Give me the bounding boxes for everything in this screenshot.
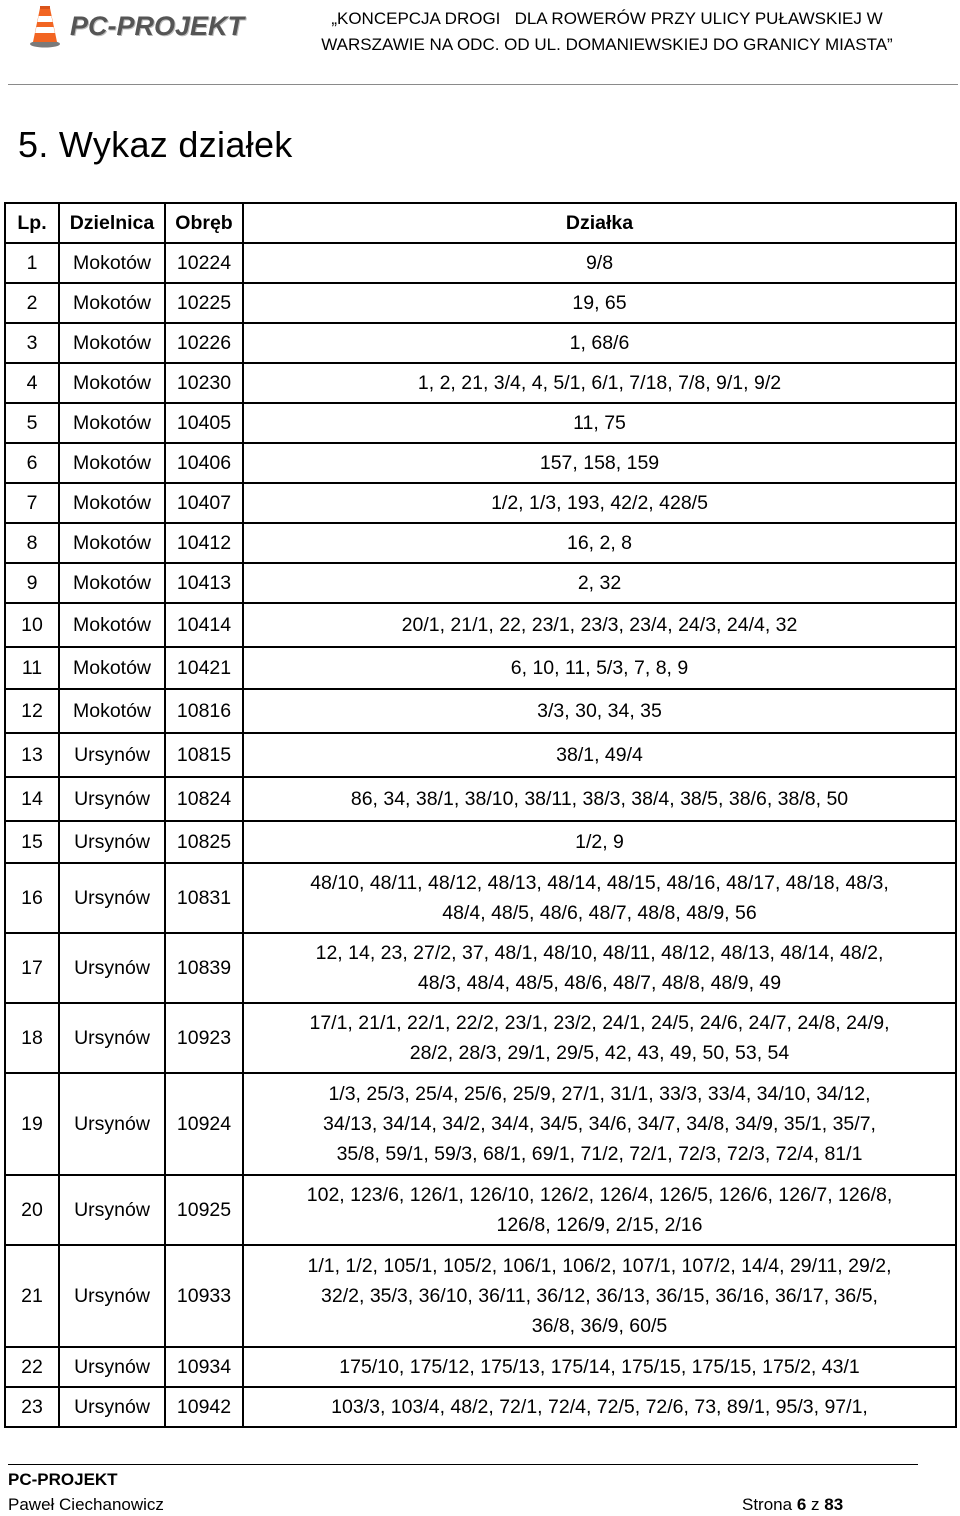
plot-list-line: 2, 32: [577, 572, 622, 594]
table-row: [5, 1175, 956, 1245]
table-row: [5, 403, 956, 443]
plot-list-line: 48/3, 48/4, 48/5, 48/6, 48/7, 48/8, 48/9, 49: [417, 972, 782, 994]
cell-lp: 21: [5, 1245, 59, 1347]
cell-district: Mokotów: [59, 323, 165, 363]
table-row: [5, 363, 956, 403]
cell-plots: [243, 1003, 956, 1073]
cell-district: Mokotów: [59, 603, 165, 647]
plot-list-line: 102, 123/6, 126/1, 126/10, 126/2, 126/4, 126/5, 126/6, 126/7, 126/8,: [306, 1184, 893, 1206]
cell-plots: [243, 403, 956, 443]
plot-list-line: 35/8, 59/1, 59/3, 68/1, 69/1, 71/2, 72/1, 72/3, 72/3, 72/4, 81/1: [336, 1143, 863, 1165]
cell-plots: [243, 1387, 956, 1427]
cell-plots: [243, 647, 956, 689]
cell-district: Ursynów: [59, 1175, 165, 1245]
cell-district: Mokotów: [59, 363, 165, 403]
cell-lp: 11: [5, 647, 59, 689]
cell-lp: 9: [5, 563, 59, 603]
table-row: [5, 243, 956, 283]
cell-lp: 1: [5, 243, 59, 283]
cell-precinct: 10421: [165, 647, 243, 689]
cell-district: Mokotów: [59, 523, 165, 563]
cell-precinct: 10934: [165, 1347, 243, 1387]
table-row: [5, 863, 956, 933]
table-row: [5, 1003, 956, 1073]
table-row: [5, 1347, 956, 1387]
document-title: [262, 6, 952, 58]
section-title: 5. Wykaz działek: [18, 124, 293, 165]
cell-plots: [243, 1175, 956, 1245]
plot-list-line: 157, 158, 159: [539, 452, 660, 474]
cell-precinct: 10224: [165, 243, 243, 283]
cell-lp: 23: [5, 1387, 59, 1427]
table-row: [5, 603, 956, 647]
cell-plots: [243, 363, 956, 403]
table-row: [5, 733, 956, 777]
plot-list-line: 38/1, 49/4: [556, 744, 643, 766]
cell-precinct: 10226: [165, 323, 243, 363]
cell-lp: 17: [5, 933, 59, 1003]
table-row: [5, 523, 956, 563]
column-header-district: Dzielnica: [59, 203, 165, 243]
table-row: [5, 647, 956, 689]
company-logo: [28, 4, 244, 48]
plot-list-line: 48/10, 48/11, 48/12, 48/13, 48/14, 48/15, 48/16, 48/17, 48/18, 48/3,: [310, 872, 889, 894]
cell-precinct: 10933: [165, 1245, 243, 1347]
cell-lp: 18: [5, 1003, 59, 1073]
plot-list-line: 1/1, 1/2, 105/1, 105/2, 106/1, 106/2, 107/1, 107/2, 14/4, 29/11, 29/2,: [307, 1255, 892, 1277]
cell-district: Mokotów: [59, 563, 165, 603]
column-header-plot: Działka: [243, 203, 956, 243]
table-header-row: [5, 203, 956, 243]
cell-precinct: 10230: [165, 363, 243, 403]
footer-company: PC-PROJEKT: [8, 1470, 118, 1489]
plot-list-line: 9/8: [585, 252, 614, 274]
cell-lp: 13: [5, 733, 59, 777]
cell-lp: 8: [5, 523, 59, 563]
document-title-line: „KONCEPCJA DROGI DLA ROWERÓW PRZY ULICY PUŁAWSKIEJ W: [331, 9, 883, 28]
page-header: [0, 0, 960, 86]
cell-precinct: 10413: [165, 563, 243, 603]
plot-list-line: 1, 2, 21, 3/4, 4, 5/1, 6/1, 7/18, 7/8, 9/1, 9/2: [417, 372, 782, 394]
cell-precinct: 10924: [165, 1073, 243, 1175]
cell-district: Mokotów: [59, 443, 165, 483]
cell-plots: [243, 523, 956, 563]
cell-district: Ursynów: [59, 863, 165, 933]
plot-list-line: 11, 75: [573, 412, 626, 434]
cell-plots: [243, 777, 956, 821]
cell-precinct: 10825: [165, 821, 243, 863]
table-row: [5, 283, 956, 323]
cell-plots: [243, 443, 956, 483]
plot-list-line: 175/10, 175/12, 175/13, 175/14, 175/15, 175/15, 175/2, 43/1: [339, 1356, 860, 1378]
plot-list-line: 32/2, 35/3, 36/10, 36/11, 36/12, 36/13, 36/15, 36/16, 36/17, 36/5,: [321, 1285, 878, 1307]
plot-list-line: 12, 14, 23, 27/2, 37, 48/1, 48/10, 48/11, 48/12, 48/13, 48/14, 48/2,: [315, 942, 884, 964]
plot-list-line: 126/8, 126/9, 2/15, 2/16: [496, 1214, 703, 1236]
page-total: 83: [824, 1495, 844, 1514]
cell-plots: [243, 283, 956, 323]
cell-plots: [243, 243, 956, 283]
table-row: [5, 323, 956, 363]
cell-precinct: 10407: [165, 483, 243, 523]
cell-plots: [243, 933, 956, 1003]
plot-list-line: 103/3, 103/4, 48/2, 72/1, 72/4, 72/5, 72/6, 73, 89/1, 95/3, 97/1,: [331, 1396, 868, 1418]
cell-lp: 10: [5, 603, 59, 647]
cell-plots: [243, 1245, 956, 1347]
cell-lp: 6: [5, 443, 59, 483]
plot-list-line: 20/1, 21/1, 22, 23/1, 23/3, 23/4, 24/3, 24/4, 32: [401, 614, 798, 636]
column-header-precinct: Obręb: [165, 203, 243, 243]
column-header-lp: Lp.: [5, 203, 59, 243]
table-row: [5, 821, 956, 863]
cell-precinct: 10406: [165, 443, 243, 483]
cell-lp: 2: [5, 283, 59, 323]
cell-lp: 15: [5, 821, 59, 863]
cell-district: Ursynów: [59, 733, 165, 777]
cell-district: Mokotów: [59, 283, 165, 323]
cell-lp: 5: [5, 403, 59, 443]
cell-plots: [243, 323, 956, 363]
cell-lp: 20: [5, 1175, 59, 1245]
cell-lp: 12: [5, 689, 59, 733]
document-title-line: WARSZAWIE NA ODC. OD UL. DOMANIEWSKIEJ DO GRANICY MIASTA”: [321, 35, 893, 54]
cell-district: Ursynów: [59, 1073, 165, 1175]
table-row: [5, 1073, 956, 1175]
plot-list-line: 1/2, 1/3, 193, 42/2, 428/5: [491, 492, 708, 514]
plot-list-line: 48/4, 48/5, 48/6, 48/7, 48/8, 48/9, 56: [442, 902, 757, 924]
plot-list-line: 1, 68/6: [569, 332, 630, 354]
page-prefix: Strona: [742, 1495, 793, 1514]
table-body: [5, 243, 956, 1427]
cell-lp: 22: [5, 1347, 59, 1387]
footer-author: Paweł Ciechanowicz: [8, 1495, 164, 1514]
cell-district: Ursynów: [59, 1003, 165, 1073]
plot-list-line: 36/8, 36/9, 60/5: [531, 1315, 668, 1337]
cell-lp: 3: [5, 323, 59, 363]
page-current: 6: [796, 1495, 807, 1514]
table-row: [5, 483, 956, 523]
table-row: [5, 443, 956, 483]
plot-list-line: 19, 65: [572, 292, 627, 314]
cell-precinct: 10225: [165, 283, 243, 323]
plot-list-line: 3/3, 30, 34, 35: [537, 700, 662, 722]
table-row: [5, 563, 956, 603]
cell-plots: [243, 733, 956, 777]
cell-district: Ursynów: [59, 777, 165, 821]
cell-plots: [243, 1073, 956, 1175]
cell-precinct: 10405: [165, 403, 243, 443]
table-row: [5, 1245, 956, 1347]
cell-precinct: 10923: [165, 1003, 243, 1073]
logo-text: PC-PROJEKT: [70, 10, 245, 41]
cell-precinct: 10414: [165, 603, 243, 647]
cell-precinct: 10412: [165, 523, 243, 563]
cell-precinct: 10925: [165, 1175, 243, 1245]
plot-list-line: 1/3, 25/3, 25/4, 25/6, 25/9, 27/1, 31/1, 33/3, 33/4, 34/10, 34/12,: [328, 1083, 871, 1105]
cell-lp: 16: [5, 863, 59, 933]
page-number: [742, 1495, 843, 1515]
table-row: [5, 1387, 956, 1427]
cell-lp: 19: [5, 1073, 59, 1175]
cell-plots: [243, 563, 956, 603]
plot-list-line: 6, 10, 11, 5/3, 7, 8, 9: [510, 657, 689, 679]
table-row: [5, 933, 956, 1003]
cell-plots: [243, 1347, 956, 1387]
cell-district: Ursynów: [59, 821, 165, 863]
cell-lp: 7: [5, 483, 59, 523]
cell-district: Ursynów: [59, 1347, 165, 1387]
plot-list-line: 17/1, 21/1, 22/1, 22/2, 23/1, 23/2, 24/1, 24/5, 24/6, 24/7, 24/8, 24/9,: [309, 1012, 890, 1034]
plot-list-line: 1/2, 9: [575, 831, 624, 853]
table-row: [5, 777, 956, 821]
cell-district: Mokotów: [59, 689, 165, 733]
footer-divider: [8, 1464, 918, 1465]
cell-precinct: 10816: [165, 689, 243, 733]
plot-list-line: 34/13, 34/14, 34/2, 34/4, 34/5, 34/6, 34/7, 34/8, 34/9, 35/1, 35/7,: [323, 1113, 876, 1135]
cell-district: Mokotów: [59, 647, 165, 689]
cell-precinct: 10942: [165, 1387, 243, 1427]
cell-plots: [243, 689, 956, 733]
traffic-cone-icon: [28, 4, 62, 48]
cell-district: Ursynów: [59, 933, 165, 1003]
plots-table: [4, 202, 957, 1428]
cell-district: Mokotów: [59, 243, 165, 283]
plot-list-line: 16, 2, 8: [566, 532, 633, 554]
plot-list-line: 86, 34, 38/1, 38/10, 38/11, 38/3, 38/4, 38/5, 38/6, 38/8, 50: [350, 788, 849, 810]
cell-precinct: 10839: [165, 933, 243, 1003]
table-row: [5, 689, 956, 733]
cell-plots: [243, 603, 956, 647]
page-separator: z: [811, 1495, 820, 1514]
cell-precinct: 10831: [165, 863, 243, 933]
cell-district: Mokotów: [59, 483, 165, 523]
cell-precinct: 10815: [165, 733, 243, 777]
cell-plots: [243, 821, 956, 863]
cell-plots: [243, 863, 956, 933]
header-divider: [8, 84, 958, 85]
cell-district: Mokotów: [59, 403, 165, 443]
cell-district: Ursynów: [59, 1387, 165, 1427]
cell-plots: [243, 483, 956, 523]
cell-lp: 14: [5, 777, 59, 821]
cell-lp: 4: [5, 363, 59, 403]
plot-list-line: 28/2, 28/3, 29/1, 29/5, 42, 43, 49, 50, 53, 54: [409, 1042, 790, 1064]
cell-precinct: 10824: [165, 777, 243, 821]
cell-district: Ursynów: [59, 1245, 165, 1347]
